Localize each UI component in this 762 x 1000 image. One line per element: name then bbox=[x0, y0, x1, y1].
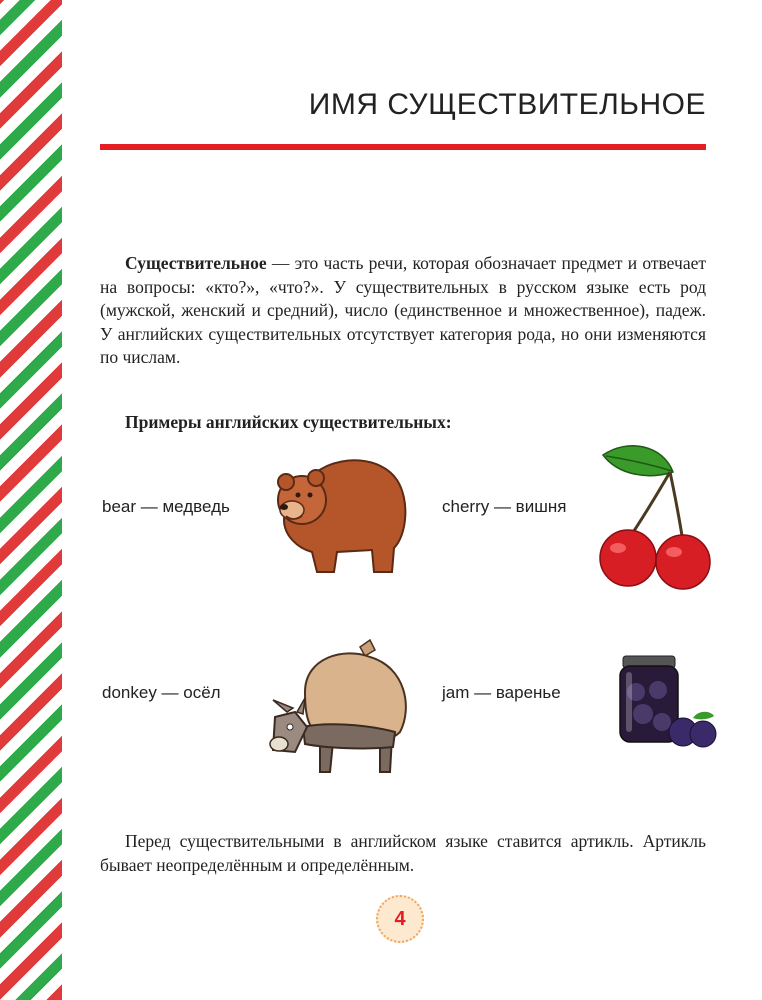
jam-illustration bbox=[598, 652, 723, 752]
example-donkey-label: donkey — осёл bbox=[102, 683, 221, 702]
cherry-illustration bbox=[598, 440, 718, 595]
example-cherry-label: cherry — вишня bbox=[442, 497, 567, 516]
outro-paragraph: Перед существительными в английском языке ставится артикль. Артикль бывает неопределённым и определённым. bbox=[100, 831, 706, 875]
bear-illustration bbox=[262, 440, 412, 580]
intro-paragraph bbox=[100, 252, 706, 370]
title-underline bbox=[100, 144, 706, 150]
page-title: ИМЯ СУЩЕСТВИТЕЛЬНОЕ bbox=[308, 88, 706, 121]
example-bear-label: bear — медведь bbox=[102, 497, 230, 516]
donkey-illustration bbox=[265, 632, 415, 782]
page-number-badge: 4 bbox=[376, 895, 424, 943]
intro-term: Существительное bbox=[125, 253, 267, 273]
decorative-stripe-border bbox=[0, 0, 62, 1000]
example-jam-label: jam — варенье bbox=[442, 683, 561, 702]
examples-heading: Примеры английских существительных: bbox=[125, 412, 452, 432]
intro-text: — это часть речи, которая обозначает предмет и отвечает на вопросы: «кто?», «что?». У существительных в русском языке есть род (мужской, женский и средний), число (единственное и множественное), падеж. У английских существительных отсутствует категория рода, но они изменяются по числам. bbox=[100, 253, 706, 367]
